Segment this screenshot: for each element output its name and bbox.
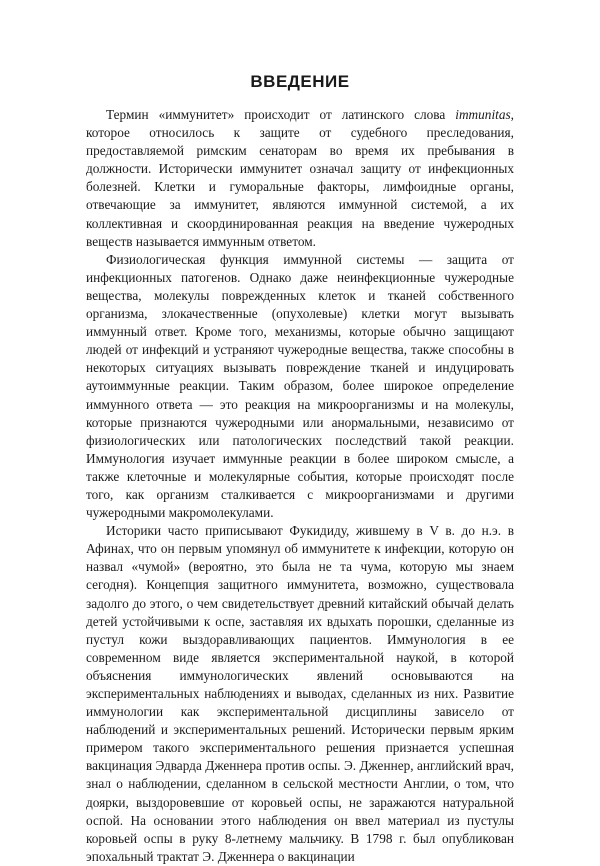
latin-term: immunitas: [455, 107, 511, 122]
page-title: ВВЕДЕНИЕ: [250, 72, 350, 91]
paragraph-2: Физиологическая функция иммунной системы — защита от инфекционных патогенов. Однако даже неинфекционные чужеродные вещества, молекулы поврежденных клеток и тканей собственного организма, злокачественные (опухолевые) клетки могут вызывать иммунный ответ. Кроме того, механизмы, которые обычно защищают людей от инфекций и устраняют чужеродные вещества, также способны в некоторых ситуациях вызывать повреждение тканей и индуцировать аутоиммунные реакции. Таким образом, более широкое определение иммунного ответа — это реакция на микроорганизмы и на молекулы, которые признаются чужеродными или анормальными, независимо от физиологических или патологических последствий такой реакции. Иммунология изучает иммунные реакции в более широком смысле, а также клеточные и молекулярные события, которые происходят после того, как организм сталкивается с микроорганизмами и другими чужеродными макромолекулами.: [86, 251, 514, 521]
paragraph-1-start: Термин «иммунитет» происходит от латинского слова: [106, 107, 456, 122]
paragraph-1: [86, 106, 514, 251]
paragraph-3: Историки часто приписывают Фукидиду, жившему в V в. до н.э. в Афинах, что он первым упомянул об иммунитете к инфекции, которую он назвал «чумой» (вероятно, это была не та чума, которую мы знаем сегодня). Концепция защитного иммунитета, возможно, существовала задолго до этого, о чем свидетельствует древний китайский обычай делать детей устойчивыми к оспе, заставляя их вдыхать порошки, сделанные из пустул кожи выздоравливающих пациентов. Иммунология в ее современном виде является экспериментальной наукой, в которой объяснения иммунологических явлений основываются на экспериментальных наблюдениях и выводах, сделанных из них. Развитие иммунологии как экспериментальной дисциплины зависело от наблюдений и экспериментальных решений. Исторически первым ярким примером такого экспериментального решения признается успешная вакцинация Эдварда Дженнера против оспы. Э. Дженнер, английский врач, знал о наблюдении, сделанном в сельской местности Англии, о том, что доярки, выздоровевшие от коровьей оспы, не заражаются натуральной оспой. На основании этого наблюдения он ввел материал из пустулы коровьей оспы в руку 8-летнему мальчику. В 1798 г. был опубликован эпохальный трактат Э. Дженнера о вакцинации: [86, 523, 514, 864]
paragraph-1-rest: , которое относилось к защите от судебного преследования, предоставляемой римским сенаторам во время их пребывания в должности. Исторически иммунитет означал защиту от инфекционных болезней. Клетки и гуморальные факторы, лимфоидные органы, отвечающие за иммунитет, являются иммунной системой, а их коллективная и скоординированная реакция на введение чужеродных веществ называется иммунным ответом.: [86, 107, 514, 249]
